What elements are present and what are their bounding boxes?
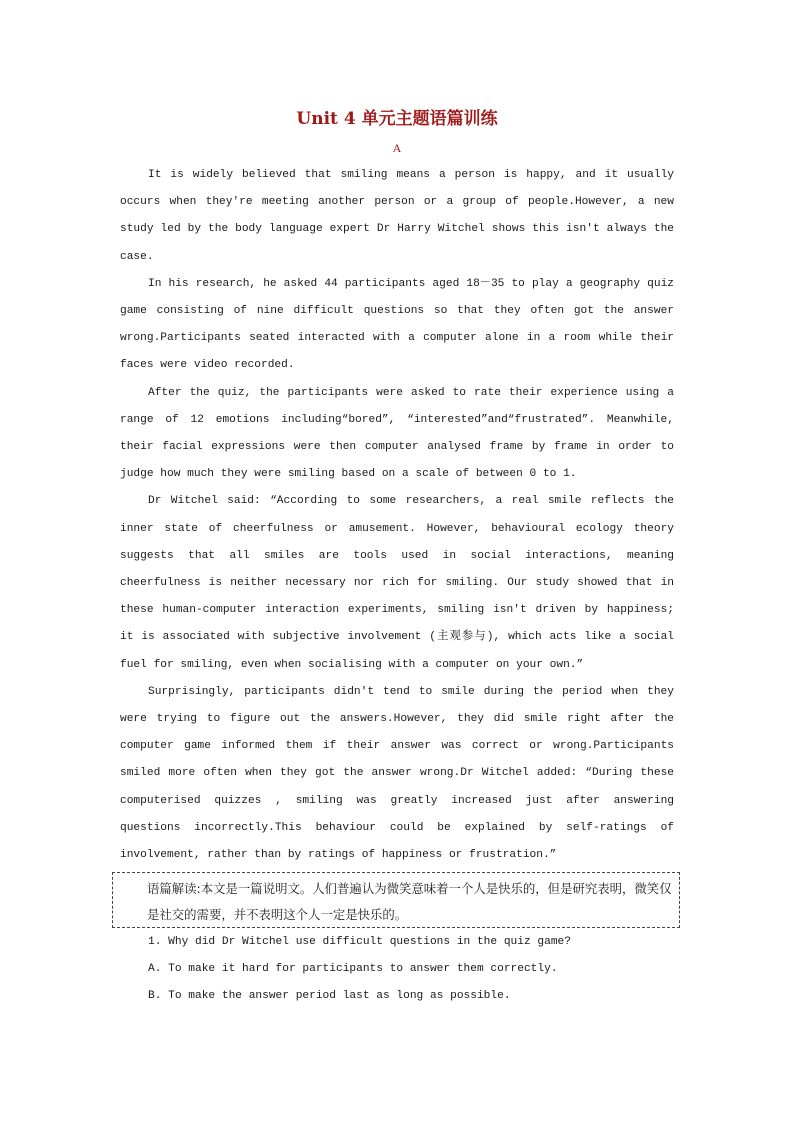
paragraph-3: After the quiz, the participants were asked to rate their experience using a range of 12 emotions including“bored”, “interested”and“frustrated”. Meanwhile, their facial expressions were then computer analysed frame by frame in order to judge how much they were smiling based on a scale of between 0 to 1. <box>120 386 674 481</box>
passage <box>120 162 674 869</box>
option-b: B. To make the answer period last as long as possible. <box>148 990 511 1002</box>
paragraph-1: It is widely believed that smiling means a person is happy, and it usually occurs when they're meeting another person or a group of people.However, a new study led by the body language expert Dr Harry Witchel shows this isn't always the case. <box>120 169 674 263</box>
paragraph-4: Dr Witchel said: “According to some researchers, a real smile reflects the inner state of cheerfulness or amusement. However, behavioural ecology theory suggests that all smiles are tools used in social interactions, meaning cheerfulness is neither necessary nor rich for smiling. Our study showed that in these human-computer interaction experiments, smiling isn't driven by happiness; it is associated with subjective involvement (主观参与), which acts like a social fuel for smiling, even when socialising with a computer on your own.” <box>120 495 674 671</box>
section-label: A <box>392 141 402 155</box>
page-title: Unit 4 单元主题语篇训练 <box>296 109 498 129</box>
question-stem: 1. Why did Dr Witchel use difficult questions in the quiz game? <box>148 936 571 948</box>
reading-note-box: 语篇解读:本文是一篇说明文。人们普遍认为微笑意味着一个人是快乐的，但是研究表明，微笑仅是社交的需要，并不表明这个人一定是快乐的。 <box>112 872 680 928</box>
paragraph-2: In his research, he asked 44 participants aged 18－35 to play a geography quiz game consisting of nine difficult questions so that they often got the answer wrong.Participants seated interacted with a computer alone in a room while their faces were video recorded. <box>120 277 674 372</box>
paragraph-5: Surprisingly, participants didn't tend to smile during the period when they were trying to figure out the answers.However, they did smile right after the computer game informed them if their answer was correct or wrong.Participants smiled more often when they got the answer wrong.Dr Witchel added: “During these computerised quizzes , smiling was greatly increased just after answering questions incorrectly.This behaviour could be explained by self-ratings of involvement, rather than by ratings of happiness or frustration.” <box>120 685 674 862</box>
option-a: A. To make it hard for participants to answer them correctly. <box>148 963 558 975</box>
